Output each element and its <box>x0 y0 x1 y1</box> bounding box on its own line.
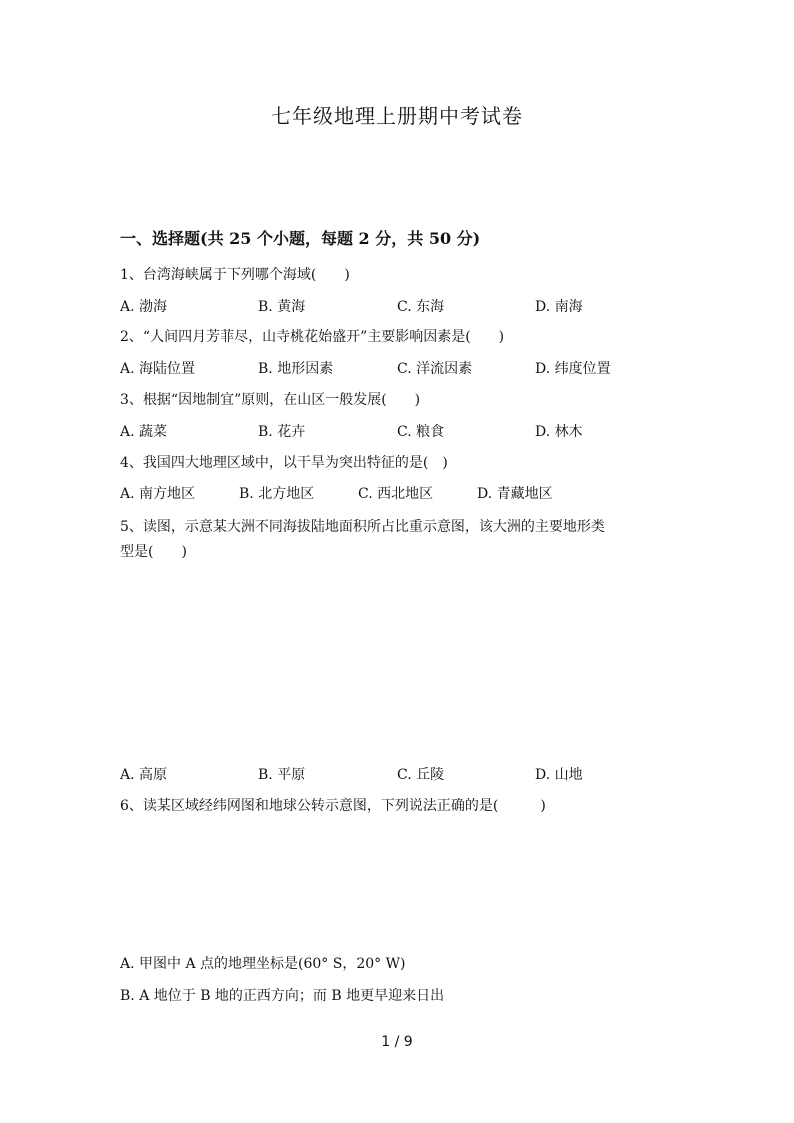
question-2-stem: 2、“人间四月芳菲尽，山寺桃花始盛开”主要影响因素是( ) <box>120 329 505 345</box>
question-1-stem: 1、台湾海峡属于下列哪个海域( ) <box>120 267 350 283</box>
question-1-option-b: B. 黄海 <box>258 299 306 315</box>
question-6-option-b: B. A 地位于 B 地的正西方向；而 B 地更早迎来日出 <box>120 988 445 1004</box>
question-2-option-a: A. 海陆位置 <box>120 361 196 377</box>
page-title: 七年级地理上册期中考试卷 <box>271 104 523 128</box>
question-3-option-d: D. 林木 <box>535 424 583 440</box>
question-4-option-c: C. 西北地区 <box>358 486 434 502</box>
question-5-figure-area <box>120 570 680 755</box>
question-4-option-b: B. 北方地区 <box>239 486 315 502</box>
question-6-figure-area <box>120 825 680 945</box>
question-1-option-d: D. 南海 <box>535 299 583 315</box>
question-5-option-a: A. 高原 <box>120 767 168 783</box>
question-4-stem: 4、我国四大地理区域中，以干旱为突出特征的是( ) <box>120 455 448 471</box>
question-5-stem-line-2: 型是( ) <box>120 544 187 560</box>
question-5-option-b: B. 平原 <box>258 767 306 783</box>
question-3-option-a: A. 蔬菜 <box>120 424 168 440</box>
question-3-option-b: B. 花卉 <box>258 424 306 440</box>
question-6-stem: 6、读某区域经纬网图和地球公转示意图，下列说法正确的是( ) <box>120 798 546 814</box>
question-3-option-c: C. 粮食 <box>397 424 445 440</box>
question-6-option-a: A. 甲图中 A 点的地理坐标是(60° S，20° W) <box>120 956 406 972</box>
question-5-stem-line-1: 5、读图，示意某大洲不同海拔陆地面积所占比重示意图，该大洲的主要地形类 <box>120 519 605 535</box>
question-2-option-d: D. 纬度位置 <box>535 361 611 377</box>
question-2-option-b: B. 地形因素 <box>258 361 334 377</box>
question-2-option-c: C. 洋流因素 <box>397 361 473 377</box>
question-1-option-c: C. 东海 <box>397 299 445 315</box>
section-heading: 一、选择题(共 25 个小题，每题 2 分，共 50 分) <box>120 229 481 248</box>
question-5-option-c: C. 丘陵 <box>397 767 445 783</box>
question-4-option-d: D. 青藏地区 <box>477 486 553 502</box>
page-number: 1 / 9 <box>381 1034 413 1050</box>
question-1-option-a: A. 渤海 <box>120 299 168 315</box>
question-5-option-d: D. 山地 <box>535 767 583 783</box>
question-4-option-a: A. 南方地区 <box>120 486 196 502</box>
question-3-stem: 3、根据“因地制宜”原则，在山区一般发展( ) <box>120 392 421 408</box>
